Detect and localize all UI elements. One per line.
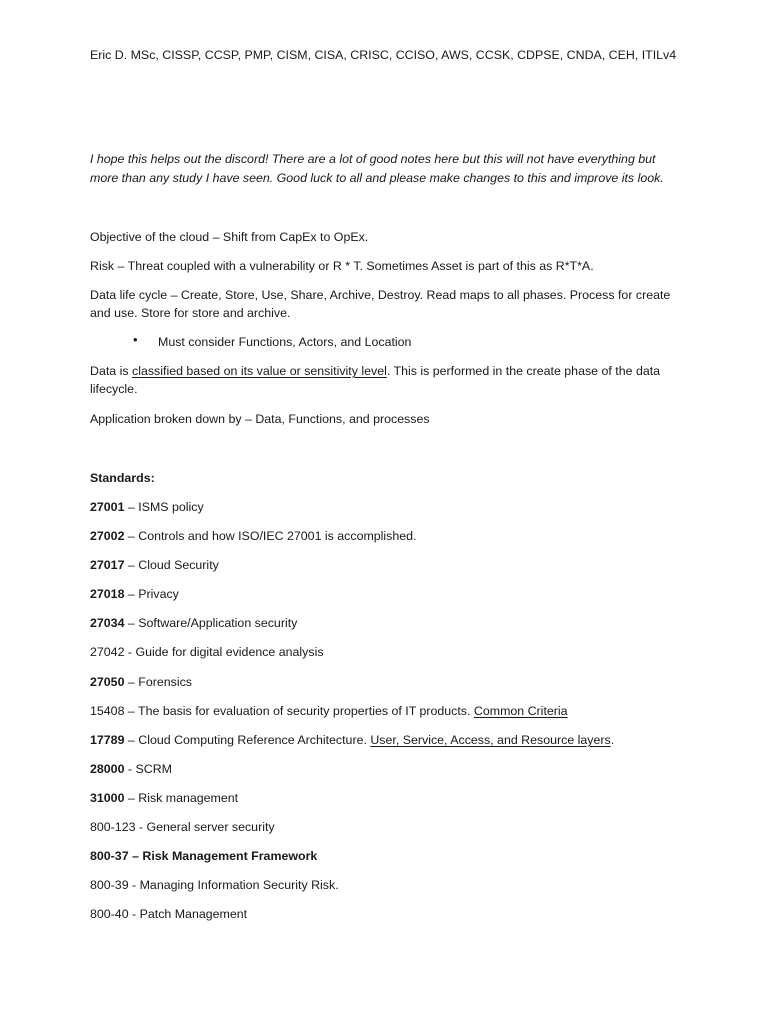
standard-item (90, 789, 690, 808)
application-note: Application broken down by – Data, Functions, and processes (90, 412, 430, 426)
lifecycle-note-line-1: Data life cycle – Create, Store, Use, Share, Archive, Destroy. Read maps to all phases. Process for create (90, 288, 671, 302)
standard-separator: – (124, 704, 139, 718)
standard-separator: – (124, 733, 139, 747)
standard-underlined-text: Common Criteria (473, 704, 568, 718)
standard-item (90, 702, 690, 721)
standard-separator: – (124, 529, 139, 543)
standards-heading: Standards: (90, 471, 155, 485)
standard-description: Cloud Computing Reference Architecture. (138, 733, 371, 747)
standard-item (90, 527, 690, 546)
standard-code: 17789 (90, 733, 125, 747)
standard-code: 27002 (90, 529, 125, 543)
standard-item (90, 614, 690, 633)
standard-item (90, 585, 690, 604)
standard-separator: – (124, 500, 139, 514)
standard-description: Risk management (138, 791, 239, 805)
objective-note: Objective of the cloud – Shift from CapEx to OpEx. (90, 230, 369, 244)
standard-description: Patch Management (139, 907, 248, 921)
classified-pre: Data is (90, 364, 133, 378)
standard-separator: - (124, 645, 136, 659)
standard-item (90, 818, 690, 837)
standard-item (90, 760, 690, 779)
intro-line-1: I hope this helps out the discord! There are a lot of good notes here but this will not have everything but (90, 152, 656, 166)
standard-code: 31000 (90, 791, 125, 805)
standard-code: 800-39 (90, 878, 129, 892)
risk-note: Risk – Threat coupled with a vulnerability or R * T. Sometimes Asset is part of this as R*T*A. (90, 259, 594, 273)
intro-line-2: more than any study I have seen. Good luck to all and please make changes to this and improve its look. (90, 171, 664, 185)
standard-description: The basis for evaluation of security properties of IT products. (138, 704, 474, 718)
standard-description: SCRM (135, 762, 172, 776)
standard-description: Forensics (138, 675, 192, 689)
standard-description: Privacy (138, 587, 179, 601)
standard-code: 27018 (90, 587, 125, 601)
standard-tail: . (610, 733, 615, 747)
author-credentials: Eric D. MSc, CISSP, CCSP, PMP, CISM, CISA, CRISC, CCISO, AWS, CCSK, CDPSE, CNDA, CEH, ITILv4 (90, 48, 677, 62)
standard-code: 27042 (90, 645, 125, 659)
standard-code: 800-123 (90, 820, 136, 834)
bullet-icon: • (133, 332, 138, 347)
classified-underlined: classified based on its value or sensitivity level (132, 364, 387, 378)
standard-item (90, 673, 690, 692)
standard-separator: – (124, 675, 139, 689)
standard-item (90, 643, 690, 662)
standard-code: 15408 (90, 704, 125, 718)
standard-description: Cloud Security (138, 558, 219, 572)
standard-code: 27034 (90, 616, 125, 630)
standard-description: Controls and how ISO/IEC 27001 is accomplished. (138, 529, 417, 543)
standard-code: 28000 (90, 762, 125, 776)
standard-description: ISMS policy (138, 500, 204, 514)
standard-description: Software/Application security (138, 616, 298, 630)
lifecycle-note-line-2: and use. Store for store and archive. (90, 306, 291, 320)
standard-code: 800-40 (90, 907, 129, 921)
standard-item (90, 498, 690, 517)
standard-code: 27017 (90, 558, 125, 572)
standard-separator: – (124, 587, 139, 601)
classified-note-line-2: lifecycle. (90, 382, 138, 396)
standard-item (90, 556, 690, 575)
standard-separator: - (135, 820, 147, 834)
standard-description: General server security (146, 820, 275, 834)
standard-code: 27001 (90, 500, 125, 514)
standard-item (90, 731, 690, 750)
standard-code: 27050 (90, 675, 125, 689)
standard-separator: – (124, 558, 139, 572)
standard-separator: - (128, 907, 140, 921)
standard-description: Guide for digital evidence analysis (135, 645, 324, 659)
classified-note-line-1 (90, 362, 690, 381)
standard-code: 800-37 (90, 849, 129, 863)
standard-item (90, 905, 690, 924)
classified-post: . This is performed in the create phase of the data (386, 364, 661, 378)
bullet-item: Must consider Functions, Actors, and Location (158, 335, 412, 349)
standard-separator: – (124, 616, 139, 630)
standard-description: Managing Information Security Risk. (139, 878, 339, 892)
standard-separator: – (124, 791, 139, 805)
standard-separator: - (128, 878, 140, 892)
standard-item (90, 876, 690, 895)
standard-underlined-text: User, Service, Access, and Resource layers (370, 733, 611, 747)
standard-separator: – (128, 849, 143, 863)
standard-item (90, 847, 690, 866)
standard-separator: - (124, 762, 136, 776)
standard-description: Risk Management Framework (142, 849, 318, 863)
